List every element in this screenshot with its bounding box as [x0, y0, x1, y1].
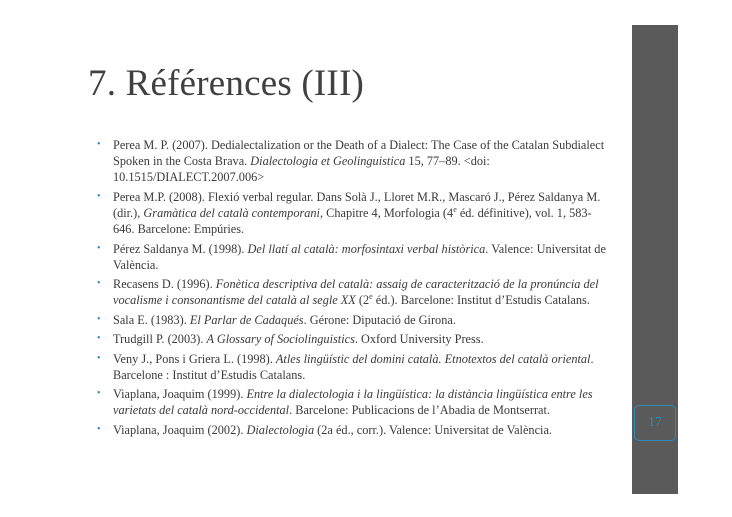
bullet-icon: •	[97, 333, 101, 345]
bullet-icon: •	[97, 388, 101, 400]
slide-title: 7. Références (III)	[88, 63, 364, 104]
bullet-icon: •	[97, 352, 101, 364]
reference-item: • Recasens D. (1996). Fonètica descriptiva del català: assaig de caracterització de la pronúncia del vocalisme i consonantisme del català al segle XX (2e éd.). Barcelone: Institut d’Estudis Catalans.	[97, 277, 599, 308]
reference-item: • Veny J., Pons i Griera L. (1998). Atles lingüístic del domini català. Etnotextos del català oriental. Barcelone : Institut d’Estudis Catalans.	[97, 351, 594, 382]
reference-item: • Perea M.P. (2008). Flexió verbal regular. Dans Solà J., Lloret M.R., Mascaró J., Pérez Saldanya M. (dir.), Gramàtica del català contemporani, Chapitre 4, Morfologia (4e éd. définitive), vol. 1, 583-646. Barcelone: Empúries.	[97, 189, 601, 237]
reference-item: • Trudgill P. (2003). A Glossary of Sociolinguistics. Oxford University Press.	[97, 332, 484, 347]
bullet-icon: •	[97, 278, 101, 290]
page-number: 17	[648, 415, 662, 430]
page-number-badge	[634, 405, 676, 441]
bullet-icon: •	[97, 190, 101, 202]
reference-item: • Pérez Saldanya M. (1998). Del llatí al català: morfosintaxi verbal històrica. Valence: Universitat de València.	[97, 241, 606, 272]
bullet-icon: •	[97, 423, 101, 435]
reference-item: • Perea M. P. (2007). Dedialectalization or the Death of a Dialect: The Case of the Catalan Subdialect Spoken in the Costa Brava. Dialectologia et Geolinguistica 15, 77–89. <doi: 10.1515/DIALECT.2007.006>	[97, 138, 605, 185]
bullet-icon: •	[97, 242, 101, 254]
reference-item: • Viaplana, Joaquim (2002). Dialectologia (2a éd., corr.). Valence: Universitat de València.	[97, 422, 552, 437]
bullet-icon: •	[97, 313, 101, 325]
bullet-icon: •	[97, 139, 101, 150]
reference-item: • Viaplana, Joaquim (1999). Entre la dialectologia i la lingüística: la distància lingüística entre les varietats del català nord-occidental. Barcelone: Publicacions de l’Abadia de Montserrat.	[97, 387, 593, 418]
reference-item: • Sala E. (1983). El Parlar de Cadaqués. Gérone: Diputació de Girona.	[97, 312, 456, 327]
references-list	[97, 137, 612, 441]
